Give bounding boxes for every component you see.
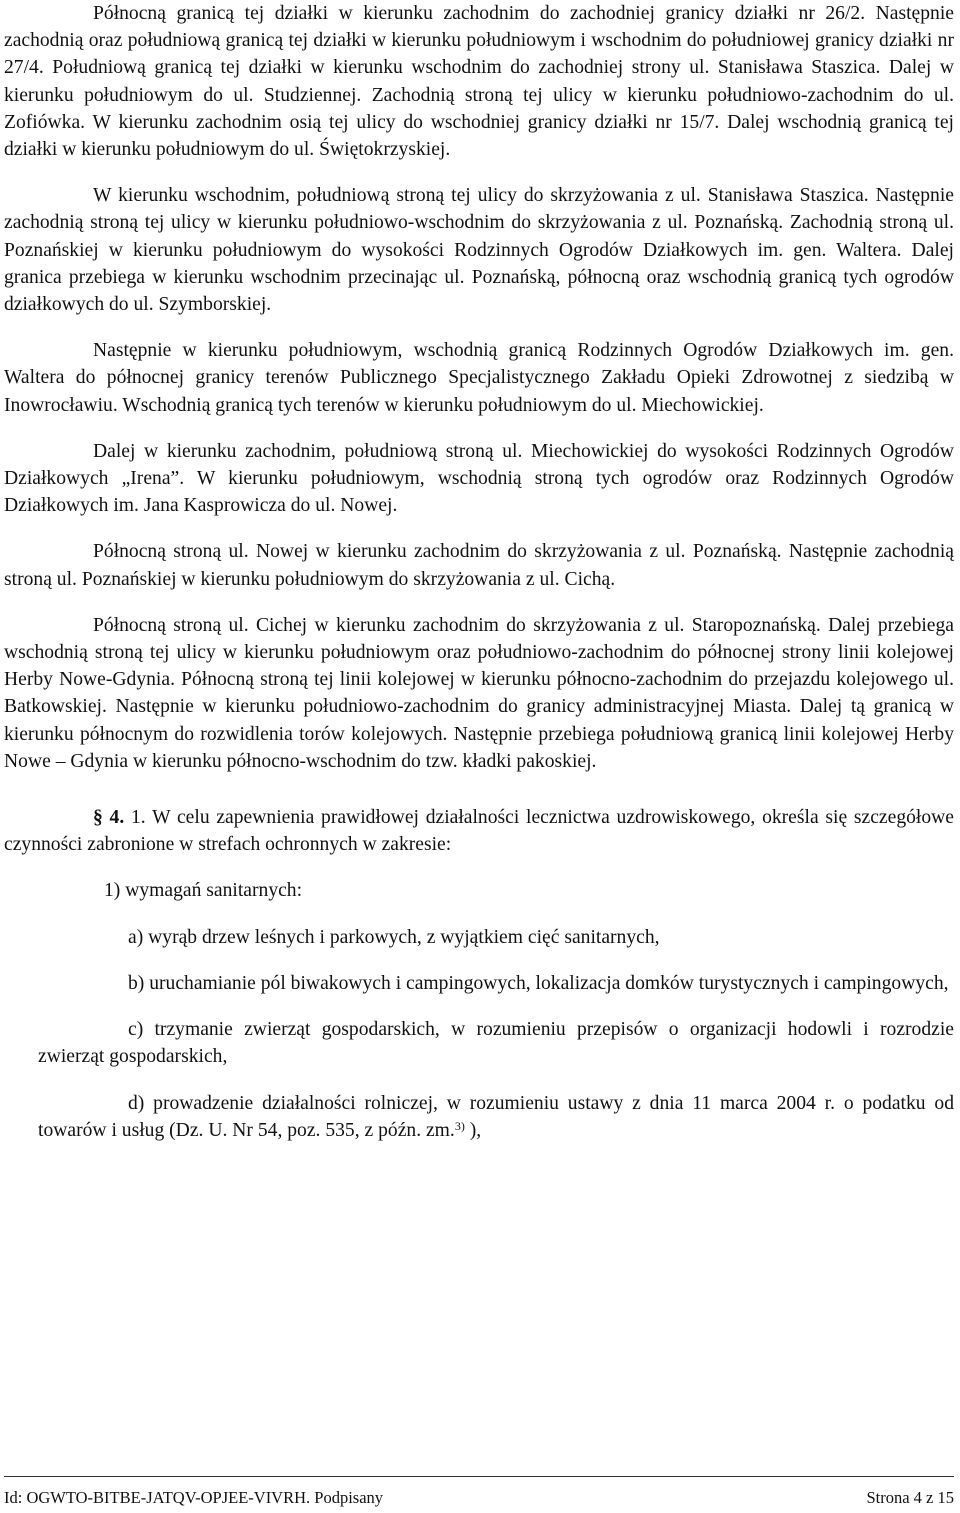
list-item-d-text: d) prowadzenie działalności rolniczej, w rozumieniu ustawy z dnia 11 marca 2004 r. o podatku od towarów i usług (Dz. U. Nr 54, poz. 535, z późn. zm.	[38, 1092, 954, 1141]
section-text: 1. W celu zapewnienia prawidłowej działalności lecznictwa uzdrowiskowego, określa się szczegółowe czynności zabronione w strefach ochronnych w zakresie:	[4, 807, 955, 856]
section-number: § 4.	[93, 807, 125, 829]
list-item-1: 1) wymagań sanitarnych:	[104, 880, 303, 902]
boundary-paragraph-4: Dalej w kierunku zachodnim, południową stroną ul. Miechowickiej do wysokości Rodzinnych Ogrodów Działkowych „Irena”. W kierunku południowym, wschodnią stroną tych ogrodów oraz Rodzinnych Ogrodów Działkowych im. Jana Kasprowicza do ul. Nowej.	[4, 440, 954, 517]
boundary-paragraph-5: Północną stroną ul. Nowej w kierunku zachodnim do skrzyżowania z ul. Poznańską. Następnie zachodnią stroną ul. Poznańskiej w kierunku południowym do skrzyżowania z ul. Cichą.	[4, 541, 954, 590]
boundary-paragraph-1: Północną granicą tej działki w kierunku zachodnim do zachodniej granicy działki nr 26/2. Następnie zachodnią oraz południową granicą tej działki w kierunku południowym i wschodnim do południowej granicy działki nr 27/4. Południową granicą tej działki w kierunku wschodnim do zachodniej strony ul. Stanisława Staszica. Dalej w kierunku południowym do ul. Studziennej. Zachodnią stroną tej ulicy w kierunku południowo-zachodnim do ul. Zofiówka. W kierunku zachodnim osią tej ulicy do wschodniej granicy działki nr 15/7. Dalej wschodnią granicą tej działki w kierunku południowym do ul. Świętokrzyskiej.	[4, 3, 954, 161]
page-footer	[4, 1488, 954, 1508]
list-item-d	[4, 1090, 954, 1144]
list-item-a: a) wyrąb drzew leśnych i parkowych, z wyjątkiem cięć sanitarnych,	[128, 926, 660, 948]
boundary-paragraph-6: Północną stroną ul. Cichej w kierunku zachodnim do skrzyżowania z ul. Staropoznańską. Dalej przebiega wschodnią stroną tej ulicy w kierunku południowym oraz południowo-zachodnim do północnej strony linii kolejowej Herby Nowe-Gdynia. Północną stroną tej linii kolejowej w kierunku północno-zachodnim do przejazdu kolejowego ul. Batkowskiej. Następnie w kierunku południowo-zachodnim do granicy administracyjnej Miasta. Dalej tą granicą w kierunku północnym do rozwidlenia torów kolejowych. Następnie przebiega południową granicą linii kolejowej Herby Nowe – Gdynia w kierunku północno-wschodnim do tzw. kładki pakoskiej.	[4, 614, 954, 772]
document-body	[4, 0, 954, 1144]
boundary-paragraph-3: Następnie w kierunku południowym, wschodnią granicą Rodzinnych Ogrodów Działkowych im. gen. Waltera do północnej granicy terenów Publicznego Specjalistycznego Zakładu Opieki Zdrowotnej z siedzibą w Inowrocławiu. Wschodnią granicą tych terenów w kierunku południowym do ul. Miechowickiej.	[4, 340, 954, 416]
document-id: Id: OGWTO-BITBE-JATQV-OPJEE-VIVRH. Podpisany	[4, 1488, 384, 1507]
boundary-paragraph-2: W kierunku wschodnim, południową stroną tej ulicy do skrzyżowania z ul. Stanisława Staszica. Następnie zachodnią stroną tej ulicy w kierunku południowo-wschodnim do skrzyżowania z ul. Poznańską. Zachodnią stroną ul. Poznańskiej w kierunku południowym do wysokości Rodzinnych Ogrodów Działkowych im. gen. Waltera. Dalej granica przebiega w kierunku wschodnim przecinając ul. Poznańską, północną oraz wschodnią granicą tych ogrodów działkowych do ul. Szymborskiej.	[4, 185, 954, 316]
section-4-paragraph	[4, 804, 954, 858]
footer-divider	[4, 1476, 954, 1477]
list-item-d-tail: ),	[464, 1119, 482, 1141]
list-item-b: b) uruchamianie pól biwakowych i campingowych, lokalizacja domków turystycznych i campingowych,	[128, 972, 949, 994]
list-item-c: c) trzymanie zwierząt gospodarskich, w rozumieniu przepisów o organizacji hodowli i rozrodzie zwierząt gospodarskich,	[38, 1019, 954, 1068]
page-number: Strona 4 z 15	[866, 1488, 954, 1507]
footnote-ref: 3)	[454, 1118, 465, 1133]
